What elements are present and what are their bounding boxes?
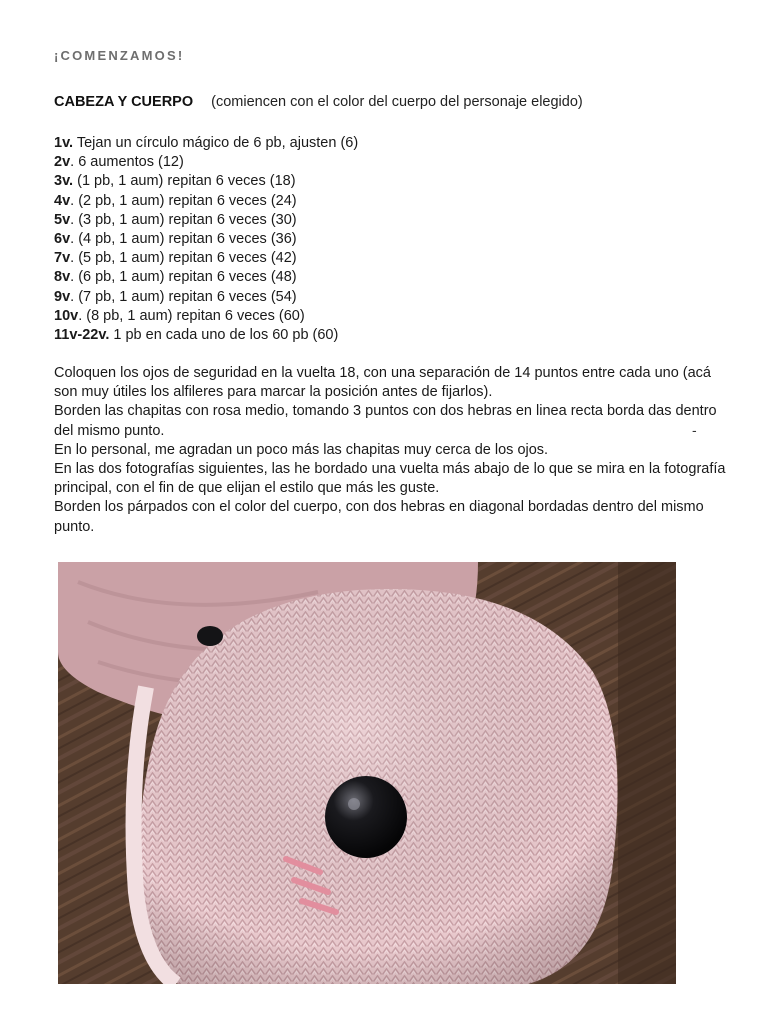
round-row: [54, 211, 358, 230]
round-label: 4v: [54, 192, 71, 209]
round-text: . (5 pb, 1 aum) repitan 6 veces (42): [70, 250, 297, 267]
round-text: . (3 pb, 1 aum) repitan 6 veces (30): [70, 211, 297, 228]
round-text: (1 pb, 1 aum) repitan 6 veces (18): [73, 173, 296, 190]
round-text: . (2 pb, 1 aum) repitan 6 veces (24): [70, 192, 297, 209]
round-row: [54, 268, 358, 287]
round-text: . (7 pb, 1 aum) repitan 6 veces (54): [70, 288, 297, 305]
round-instructions: [54, 134, 358, 345]
paragraph-preference: En lo personal, me agradan un poco más las chapitas muy cerca de los ojos.: [54, 441, 549, 458]
paragraph-photos: En las dos fotografías siguientes, las he bordado una vuelta más abajo de lo que se mira en la fotografía principal, con el fin de que elijan el estilo que más les guste.: [54, 461, 726, 497]
round-row: [54, 172, 358, 191]
round-label: 11v-22v.: [54, 327, 110, 344]
paragraph-blush: Borden las chapitas con rosa medio, tomando 3 puntos con dos hebras en linea recta borda das dentro del mismo punto.: [54, 403, 717, 439]
round-label: 3v.: [54, 173, 74, 190]
round-row: [54, 153, 358, 172]
wood-dark-gap: [618, 562, 676, 984]
round-row: [54, 134, 358, 153]
stray-dash: -: [692, 422, 697, 438]
round-label: 9v: [54, 288, 71, 305]
eye-highlight: [348, 798, 360, 810]
round-label: 8v: [54, 269, 71, 286]
round-row: [54, 249, 358, 268]
round-text: Tejan un círculo mágico de 6 pb, ajusten (6): [73, 135, 359, 151]
safety-eye-icon: [325, 776, 407, 858]
round-row: [54, 230, 358, 249]
section-heading: [54, 94, 583, 110]
instructions-paragraphs: [54, 364, 726, 537]
section-note: (comiencen con el color del cuerpo del personaje elegido): [211, 94, 583, 110]
paragraph-eyelids: Borden los párpados con el color del cuerpo, con dos hebras en diagonal bordadas dentro del mismo punto.: [54, 499, 704, 535]
back-eye-icon: [197, 626, 223, 646]
round-text: 1 pb en cada uno de los 60 pb (60): [109, 327, 339, 344]
round-label: 1v.: [54, 135, 74, 151]
round-text: . (4 pb, 1 aum) repitan 6 veces (36): [70, 231, 297, 248]
round-label: 6v: [54, 231, 71, 248]
round-row: [54, 288, 358, 307]
round-label: 2v: [54, 154, 71, 171]
round-text: . (8 pb, 1 aum) repitan 6 veces (60): [78, 307, 305, 324]
crochet-head-photo: [58, 562, 676, 984]
round-label: 7v: [54, 250, 71, 267]
section-title: CABEZA Y CUERPO: [54, 94, 194, 110]
round-label: 10v: [54, 307, 79, 324]
round-row: [54, 307, 358, 326]
section-kicker: ¡COMENZAMOS!: [54, 48, 185, 63]
round-text: . 6 aumentos (12): [70, 154, 184, 171]
paragraph-eyes: Coloquen los ojos de seguridad en la vuelta 18, con una separación de 14 puntos entre cada uno (acá son muy útiles los alfileres para marcar la posición antes de fijarlos).: [54, 365, 711, 401]
round-row: [54, 326, 358, 345]
round-row: [54, 192, 358, 211]
round-label: 5v: [54, 211, 71, 228]
round-text: . (6 pb, 1 aum) repitan 6 veces (48): [70, 269, 297, 286]
